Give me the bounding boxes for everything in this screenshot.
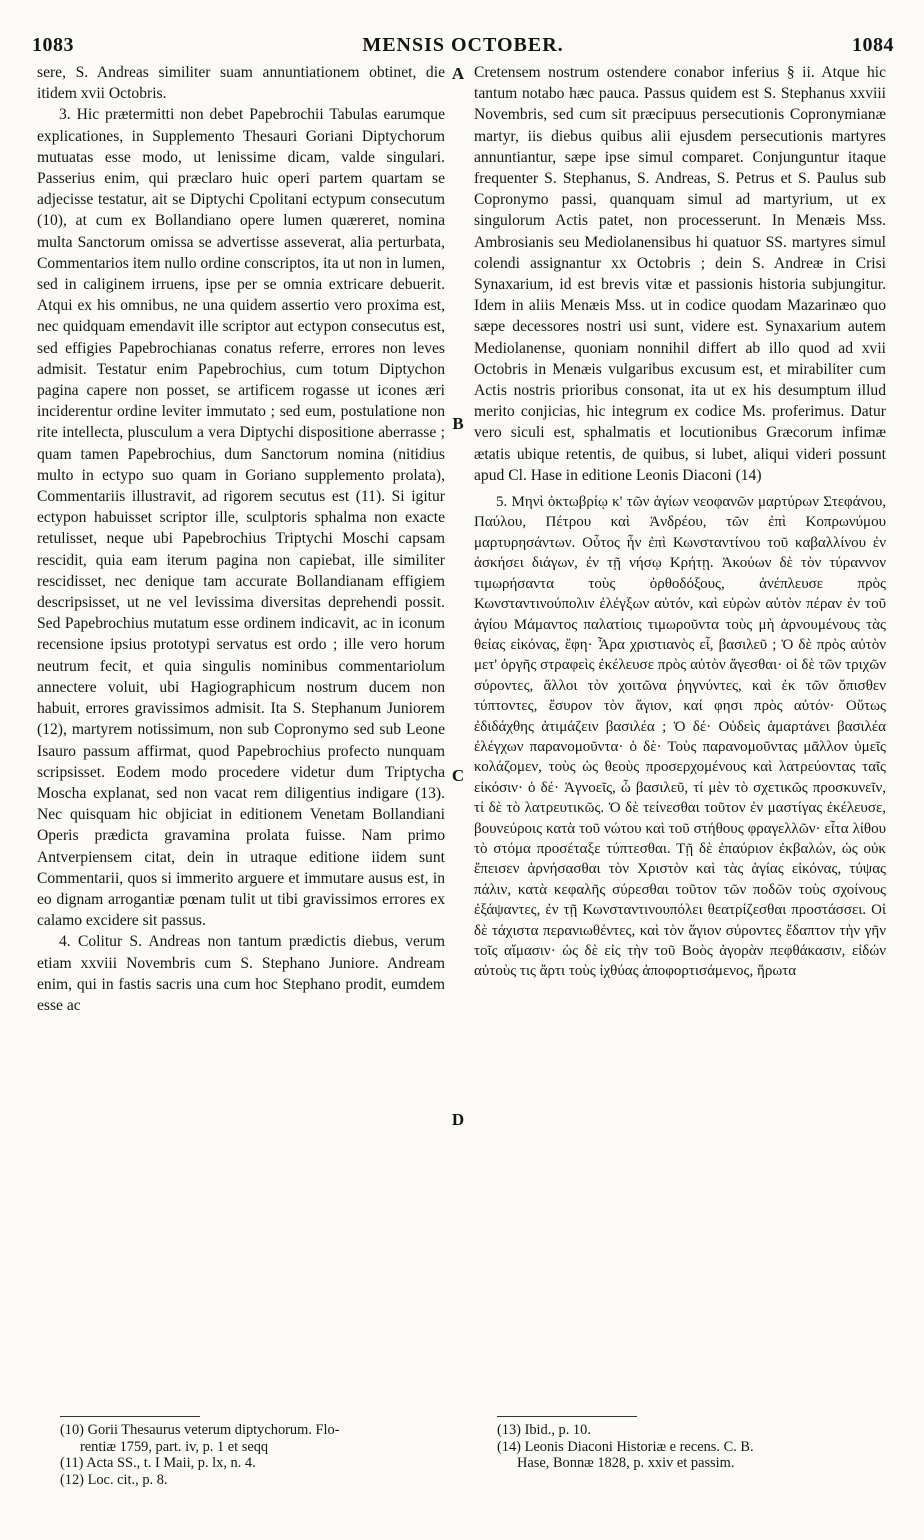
footnote-14-cont: Hase, Bonnæ 1828, p. xxiv et passim. xyxy=(517,1455,735,1472)
paragraph-continued-right: Cretensem nostrum ostendere conabor inferius § ii. Atque hic tantum notabo hæc pauca. Passus quidem est S. Stephanus xxviii Novembris, sed cum sit præcipuus persecutionis Copronymianæ martyr, iis diebus quibus alii ejusdem persecutionis martyres annuntiantur, sæpe ipse simul comparet. Conjunguntur itaque frequenter S. Stephanus, S. Andreas, S. Petrus et S. Paulus sub Copronymo passi, quanquam simul ad martyrium, ut ex singulorum Actis patet, non processerunt. In Menæis Mss. Ambrosianis seu Mediolanensibus hi quatuor SS. martyres simul colendi assignantur xx Octobris ; dein S. Andreæ in Crisi Synaxarium, id est brevis vitæ et passionis historia subjungitur. Idem in aliis Menæis Mss. ut in codice quodam Mazarinæo quo sæpe decessores nostri usi sunt, videre est. Synaxarium autem Mediolanense, quoniam nonnihil differt ab illo quod ad xvii Octobris in Menæis vulgaribus excusum est, et mirabiliter cum Actis nostris prioribus consonat, ita ut ex his desumptum illud merito conjicias, hic integrum ex codice Ms. proferimus. Datur vero siculi est, sphalmatis et locutionibus Græcorum infimæ ætatis ubique retentis, de quibus, si lubet, aliqui videri possunt apud Cl. Hase in editione Leonis Diaconi (14) xyxy=(474,64,886,484)
footnote-rule-right xyxy=(497,1416,637,1417)
left-column xyxy=(37,62,445,1016)
footnote-rule-left xyxy=(60,1416,200,1417)
right-column xyxy=(474,62,886,982)
greek-synaxarium-paragraph: 5. Μηνὶ ὀκτωβρίῳ κ' τῶν ἁγίων νεοφανῶν μαρτύρων Στεφάνου, Παύλου, Πέτρου καὶ Ἀνδρέου, τῶν ἐπὶ Κοπρωνύμου μαρτυρησάντων. Οὗτος ἦν ἐπὶ Κωνσταντίνου τοῦ καβαλλίνου ἐν ἀσκήσει διάγων, ἐν τῇ νήσῳ Κρήτῃ. Ἀκούων δὲ τὸν τύραννον τιμωρήσαντα τοὺς ὀρθοδόξους, ἀνέπλευσε πρὸς Κωνσταντινούπολιν ἐλέγξων αὐτόν, καὶ εὑρὼν αὐτὸν πέραν ἐν τοῦ ἁγίου Μάμαντος παλατίοις τιμωροῦντα τοὺς μὴ ἀρνουμένους τὰς θείας εἰκόνας, ἔφη· Ἆρα χριστιανὸς εἶ, βασιλεῦ ; Ὁ δὲ πρὸς αὐτὸν μετ' ὀργῆς στραφεὶς ἐκέλευσε πρὸς αὐτὸν ἄγεσθαι· οἱ δὲ τῶν τριχῶν σύροντες, ἄλλοι τὸν χοιτῶνα ῥηγνύντες, καὶ ἐκ τῶν ὄπισθεν τύπτοντες, ἔσυρον τὸν ἅγιον, καί φησι πρὸς αὐτόν· Οὕτως ἐδιδάχθης ἀτιμάζειν βασιλέα ; Ὁ δέ· Οὐδεὶς ἁμαρτάνει βασιλέα ἐλέγχων παρανομοῦντα· ὁ δὲ· Τοὺς παρανομοῦντας μᾶλλον ὑμεῖς κολάζομεν, τοὺς ὡς θεοὺς προσερχομένους καὶ λατρεύοντας ταῖς εἰκόσιν· ὁ δέ· Ἀγνοεῖς, ὦ βασιλεῦ, τί μὲν τὸ σχετικῶς προσκυνεῖν, τί δὲ τὸ λατρευτικῶς. Ὁ δὲ τείνεσθαι τοῦτον ἐν μαστίγας ἐκέλευσε, βουνεύροις κατὰ τοῦ νώτου καὶ τοῦ στήθους φραγελλῶν· εἶτα λίθου τὸ στόμα προσέταξε τύπτεσθαι. Τῇ δὲ ἐπαύριον ἐκβαλών, ὡς οὐκ ἔπεισεν ἀρνήσασθαι τὸν Χριστὸν καὶ τὰς ἁγίας εἰκόνας, τύψας πάλιν, κατὰ κεφαλῆς σύρεσθαι τοῦτον τῶν ποδῶν τοὺς σχοίνους ἐξάψαντες, ἐν τῇ Κωνσταντινουπόλει θεατρίζεσθαι προστάσσει. Οἱ δὲ τάχιστα περανιωθέντες, καὶ τὸν ἅγιον σύροντες ἔδαπτον τὴν γῆν τοῖς αἵμασιν· ὡς δὲ εἰς τὴν τοῦ Βοὸς ἀγορὰν πεφθάκασιν, εἰδών αὐτοὺς τις ἄρτι τοὺς ἰχθύας ἀποφορτισάμενος, ἥρωτα xyxy=(474,494,886,980)
footnote-14: (14) Leonis Diaconi Historiæ e recens. C. B. xyxy=(497,1438,754,1455)
footnotes-right xyxy=(497,1422,887,1472)
page-number-left: 1083 xyxy=(32,34,74,56)
margin-letter-b: B xyxy=(452,414,464,433)
running-title: MENSIS OCTOBER. xyxy=(362,34,564,56)
paragraph-continued: sere, S. Andreas similiter suam annuntiationem obtinet, die itidem xvii Octobris. xyxy=(37,64,445,103)
running-header xyxy=(32,34,894,60)
footnote-12: (12) Loc. cit., p. 8. xyxy=(60,1471,168,1488)
margin-letter-c: C xyxy=(451,766,465,785)
footnote-13: (13) Ibid., p. 10. xyxy=(497,1422,591,1438)
footnotes-left xyxy=(60,1422,444,1488)
margin-letter-d: D xyxy=(451,1110,465,1129)
margin-letter-a: A xyxy=(451,64,465,83)
paragraph-4: 4. Colitur S. Andreas non tantum prædictis diebus, verum etiam xxviii Novembris cum S. Stephano Juniore. Andream enim, qui in fastis sacris una cum hoc Stephano prodit, eumdem esse ac xyxy=(37,933,445,1014)
paragraph-3: 3. Hic prætermitti non debet Papebrochii Tabulas earumque explicationes, in Supplemento Thesauri Goriani Diptychorum mutuatas esse modo, ut lenissime dicam, valde singulari. Passerius enim, qui præclaro huic operi partem quartam se adjecisse testatur, ait se Diptychi Cpolitani ectypum consecutum (10), at cum ex Bollandiano opere lumen quæreret, nomina multa Sanctorum omissa se advertisse asseverat, alia perturbata, Commentarios item nullo ordine conscriptos, ita ut non in lumen, sed in caliginem irruens, ipse per se omnia extricare debuerit. Atqui ex his omnibus, ne una quidem assertio vero proxima est, nec quidquam emendavit ille scriptor aut ectypon consecutus est, sed effigies Papebrochianas conatus referre, errores non leves admisit. Testatur enim Papebrochius, cum totum Diptychon pagina capere non posset, se artificem rogasse ut icones æri inciderentur ordine leviter immutato ; sed eum, postulatione non rite intellecta, plusculum a vera Diptychi dispositione aberrasse ; quam tamen Papebrochius, dum Sanctorum nomina (nitidius multo in ectypo suo quam in Goriano supplemento prolata), Commentariis illustravit, ad rigorem secutus est (11). Si igitur ectypon habuisset scriptor ille, sculptoris sphalma non exacte retulisset, neque ubi Papebrochius Triptychi Moschi capsam rescidit, quia eam iterum pagina non capiebat, ille similiter rescidisset, nec denique tam accurate Bollandianam effigiem descripsisset, ut ne vel levissima diversitas deprehendi possit. Sed Papebrochius mutatum esse ordinem indicavit, ac in iconum recensione ipsius prototypi servatus est ordo ; ille vero horum neutrum fecit, et quia singulis nominibus commentariolum annectere voluit, ubi Hagiographicum nostrum ducem non habuit, errores gravissimos admisit. Ita S. Stephanum Juniorem (12), martyrem notissimum, non sub Copronymo sed sub Leone Isauro passum affirmat, quod Papebrochius profecto nunquam scripsisset. Eodem modo procedere videtur dum Triptycha Moscha explanat, sed non vacat rem diligentius indigare (13). Nec quisquam hic objiciat in editionem Venetam Bollandiani Operis prædicta gravamina prolata fuisse. Nam primo Antverpiensem citat, dein in utraque editione iidem sunt Commentarii, quos si immerito arguere et immutare ausus est, in eo dignam arrogantiæ pœnam tulit ut tibi gravissimos errores ex calamo excidere sit passus. xyxy=(37,106,445,930)
page-number-right: 1084 xyxy=(852,34,894,56)
footnote-10: (10) Gorii Thesaurus veterum diptychorum. Flo- xyxy=(60,1422,340,1438)
footnote-10-cont: rentiæ 1759, part. iv, p. 1 et seqq xyxy=(80,1438,269,1455)
footnote-11: (11) Acta SS., t. I Maii, p. lx, n. 4. xyxy=(60,1455,256,1472)
